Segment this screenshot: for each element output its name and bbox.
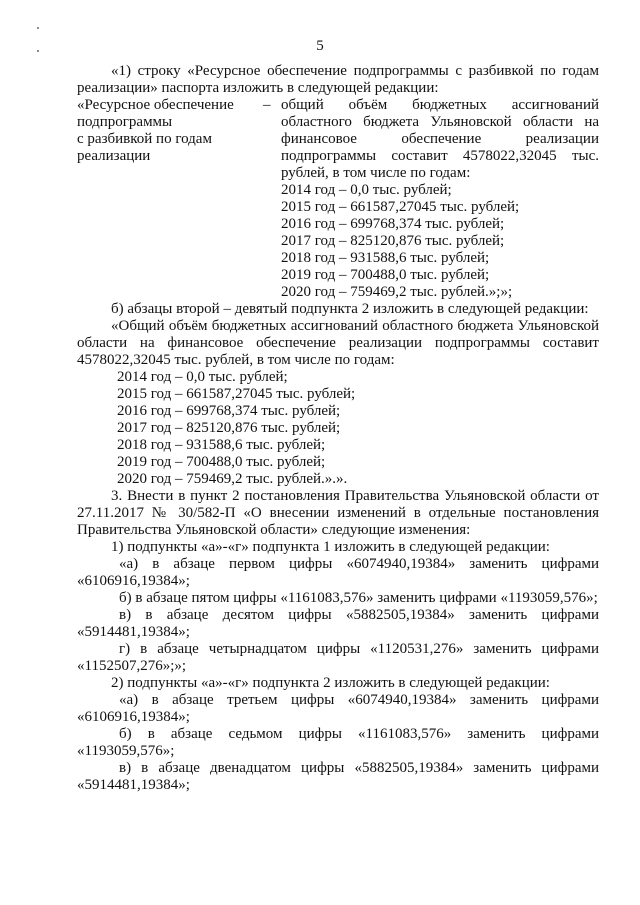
paragraph-3-2-c: в) в абзаце двенадцатом цифры «5882505,19384» заменить цифрами «5914481,19384»; [77, 760, 599, 793]
passport-row-label: «Ресурсное обеспечение подпрограммы с разбивкой по годам реализации [77, 97, 234, 164]
year-line: 2020 год – 759469,2 тыс. рублей.»;»; [281, 284, 513, 300]
paragraph-3-2-a: «а) в абзаце третьем цифры «6074940,19384» заменить цифрами «6106916,19384»; [77, 692, 599, 725]
passport-row-value [281, 97, 599, 301]
year-line: 2017 год – 825120,876 тыс. рублей; [117, 420, 341, 436]
paragraph-3-1-a: «а) в абзаце первом цифры «6074940,19384» заменить цифрами «6106916,19384»; [77, 556, 599, 589]
paragraph-3-1-d: г) в абзаце четырнадцатом цифры «1120531,276» заменить цифрами «1152507,276»;»; [77, 641, 599, 674]
scan-speck [37, 27, 39, 29]
year-line: 2019 год – 700488,0 тыс. рублей; [117, 454, 326, 470]
year-line: 2015 год – 661587,27045 тыс. рублей; [281, 199, 520, 215]
paragraph-3-2: 2) подпункты «а»-«г» подпункта 2 изложить в следующей редакции: [111, 675, 550, 691]
passport-value-intro: общий объём бюджетных ассигнований областного бюджета Ульяновской области на финансовое обеспечение реализации подпрограммы составит 4578022,32045 тыс. рублей, в том числе по годам: [281, 97, 599, 181]
page-number: 5 [316, 38, 324, 54]
year-list [77, 369, 599, 488]
year-line: 2019 год – 700488,0 тыс. рублей; [281, 267, 490, 283]
passport-table [77, 97, 599, 301]
year-line: 2016 год – 699768,374 тыс. рублей; [281, 216, 505, 232]
paragraph-b: б) абзацы второй – девятый подпункта 2 изложить в следующей редакции: [111, 301, 589, 317]
year-line: 2020 год – 759469,2 тыс. рублей.».». [117, 471, 348, 487]
year-line: 2014 год – 0,0 тыс. рублей; [117, 369, 288, 385]
year-line: 2015 год – 661587,27045 тыс. рублей; [117, 386, 356, 402]
year-line: 2018 год – 931588,6 тыс. рублей; [117, 437, 326, 453]
year-line: 2014 год – 0,0 тыс. рублей; [281, 182, 452, 198]
year-line: 2018 год – 931588,6 тыс. рублей; [281, 250, 490, 266]
year-line: 2017 год – 825120,876 тыс. рублей; [281, 233, 505, 249]
paragraph-3-1-c: в) в абзаце десятом цифры «5882505,19384» заменить цифрами «5914481,19384»; [77, 607, 599, 640]
paragraph-3: 3. Внести в пункт 2 постановления Правительства Ульяновской области от 27.11.2017 № 30/582-П «О внесении изменений в отдельные постановления Правительства Ульяновской области» следующие изменения: [77, 488, 599, 538]
paragraph-passport-intro: «1) строку «Ресурсное обеспечение подпрограммы с разбивкой по годам реализации» паспорта изложить в следующей редакции: [77, 63, 599, 96]
paragraph-3-2-b: б) в абзаце седьмом цифры «1161083,576» заменить цифрами «1193059,576»; [77, 726, 599, 759]
document-body [77, 63, 599, 794]
year-line: 2016 год – 699768,374 тыс. рублей; [117, 403, 341, 419]
paragraph-3-1-b: б) в абзаце пятом цифры «1161083,576» заменить цифрами «1193059,576»; [119, 590, 598, 606]
passport-dash: – [263, 97, 271, 113]
paragraph-3-1: 1) подпункты «а»-«г» подпункта 1 изложить в следующей редакции: [111, 539, 550, 555]
paragraph-quote: «Общий объём бюджетных ассигнований областного бюджета Ульяновской области на финансовое обеспечение реализации подпрограммы составит 4578022,32045 тыс. рублей, в том числе по годам: [77, 318, 599, 368]
